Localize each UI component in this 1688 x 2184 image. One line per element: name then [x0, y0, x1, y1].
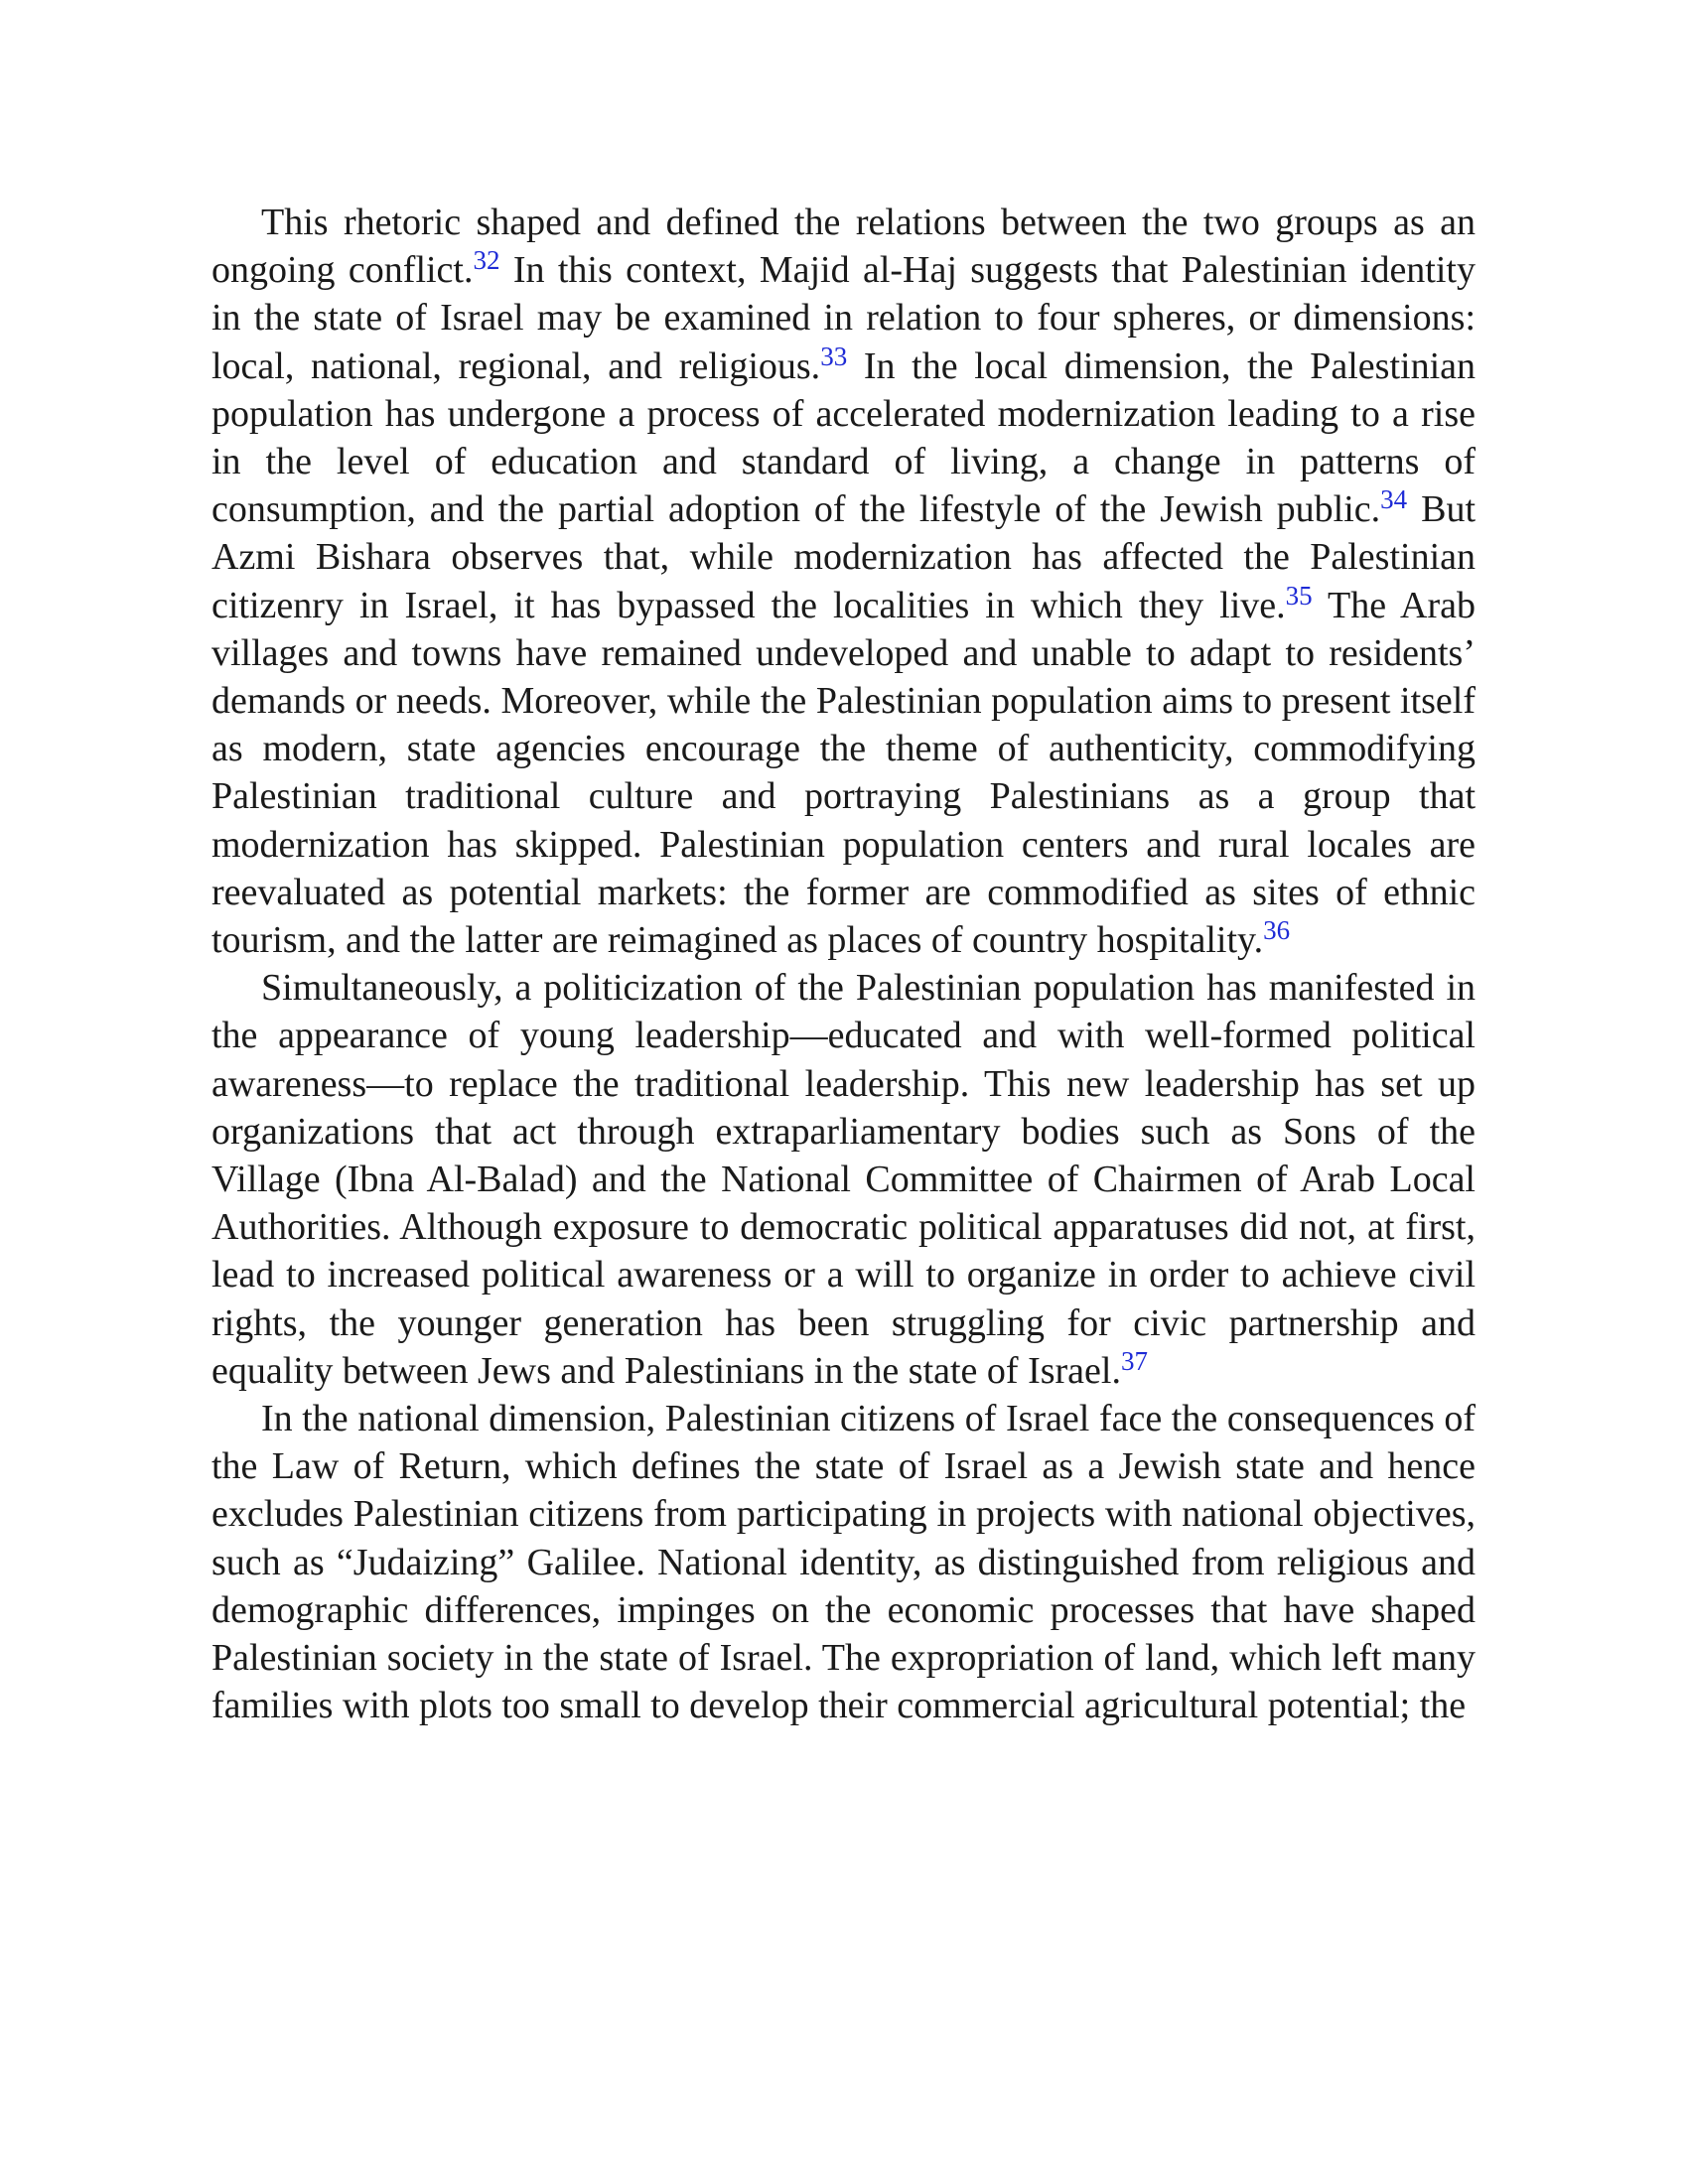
footnote-ref-32[interactable]: 32: [473, 245, 500, 276]
text-run: In the local dimension, the Palestinian population has undergone a process of accelerated modernization leading to a rise in the level of education and standard of living, a change in patterns of consumption, and the partial adoption of the lifestyle of the Jewish public.: [211, 344, 1476, 531]
paragraph-2: [211, 964, 1476, 1395]
text-run: Simultaneously, a politicization of the Palestinian population has manifested in the appearance of young leadership—educated and with well-formed political awareness—to replace the traditional leadership. This new leadership has set up organizations that act through extraparliamentary bodies such as Sons of the Village (Ibna Al-Balad) and the National Committee of Chairmen of Arab Local Authorities. Although exposure to democratic political apparatuses did not, at first, lead to increased political awareness or a will to organize in order to achieve civil rights, the younger generation has been struggling for civic partnership and equality between Jews and Palestinians in the state of Israel.: [211, 967, 1476, 1392]
text-run: But Azmi Bishara observes that, while modernization has affected the Palestinian citizenry in Israel, it has bypassed the localities in which they live.: [211, 488, 1476, 626]
footnote-ref-35[interactable]: 35: [1285, 580, 1313, 611]
document-page: [211, 199, 1476, 1730]
footnote-ref-33[interactable]: 33: [820, 341, 848, 371]
text-run: This rhetoric shaped and defined the relations between the two groups as an ongoing conflict.: [211, 202, 1476, 292]
paragraph-1: [211, 199, 1476, 964]
footnote-ref-34[interactable]: 34: [1380, 484, 1408, 515]
text-run: In this context, Majid al-Haj suggests that Palestinian identity in the state of Israel may be examined in relation to four spheres, or dimensions: local, national, regional, and religious.: [211, 249, 1476, 387]
footnote-ref-37[interactable]: 37: [1120, 1345, 1148, 1376]
text-run: In the national dimension, Palestinian citizens of Israel face the consequences of the Law of Return, which defines the state of Israel as a Jewish state and hence excludes Palestinian citizens from participating in projects with national objectives, such as “Judaizing” Galilee. National identity, as distinguished from religious and demographic differences, impinges on the economic processes that have shaped Palestinian society in the state of Israel. The expropriation of land, which left many families with plots too small to develop their commercial agricultural potential; the: [211, 1398, 1476, 1727]
paragraph-3: [211, 1395, 1476, 1729]
footnote-ref-36[interactable]: 36: [1263, 915, 1291, 946]
text-run: The Arab villages and towns have remained undeveloped and unable to adapt to residents’ demands or needs. Moreover, while the Palestinian population aims to present itself as modern, state agencies encourage the theme of authenticity, commodifying Palestinian traditional culture and portraying Palestinians as a group that modernization has skipped. Palestinian population centers and rural locales are reevaluated as potential markets: the former are commodified as sites of ethnic tourism, and the latter are reimagined as places of country hospitality.: [211, 584, 1476, 962]
